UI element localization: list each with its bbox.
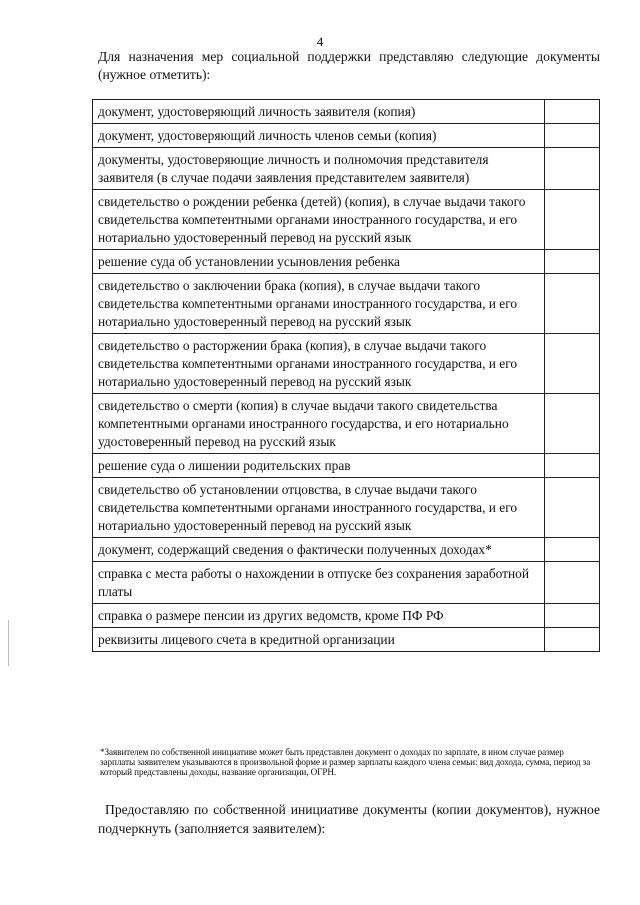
table-row <box>93 334 600 394</box>
check-box[interactable] <box>545 538 600 562</box>
table-row <box>93 478 600 538</box>
check-box[interactable] <box>545 124 600 148</box>
document-name: справка с места работы о нахождении в отпуске без сохранения заработной платы <box>93 562 545 604</box>
table-row <box>93 250 600 274</box>
document-name: свидетельство о смерти (копия) в случае выдачи такого свидетельства компетентными органами иностранного государства, и его нотариально удостоверенный перевод на русский язык <box>93 394 545 454</box>
check-box[interactable] <box>545 604 600 628</box>
check-box[interactable] <box>545 394 600 454</box>
table-row <box>93 124 600 148</box>
document-name: документ, удостоверяющий личность членов семьи (копия) <box>93 124 545 148</box>
table-row <box>93 274 600 334</box>
check-box[interactable] <box>545 100 600 124</box>
check-box[interactable] <box>545 562 600 604</box>
check-box[interactable] <box>545 454 600 478</box>
document-name: реквизиты лицевого счета в кредитной организации <box>93 628 545 652</box>
table-row <box>93 604 600 628</box>
closing-paragraph: Предоставляю по собственной инициативе документы (копии документов), нужное подчеркнуть (заполняется заявителем): <box>98 802 600 836</box>
table-row <box>93 100 600 124</box>
footnote: *Заявителем по собственной инициативе может быть представлен документ о доходах по зарплате, в ином случае размер зарплаты заявителем указываются в произвольной форме и размер зарплаты каждого члена семьи: вид дохода, сумма, период за который представлены доходы, название организации, ОГРН. <box>100 747 591 777</box>
table-row <box>93 538 600 562</box>
table-row <box>93 454 600 478</box>
page-number: 4 <box>316 34 324 49</box>
document-name: свидетельство о заключении брака (копия), в случае выдачи такого свидетельства компетентными органами иностранного государства, и его нотариально удостоверенный перевод на русский язык <box>93 274 545 334</box>
check-box[interactable] <box>545 190 600 250</box>
check-box[interactable] <box>545 478 600 538</box>
document-name: свидетельство об установлении отцовства, в случае выдачи такого свидетельства компетентными органами иностранного государства, и его нотариально удостоверенный перевод на русский язык <box>93 478 545 538</box>
table-row <box>93 562 600 604</box>
check-box[interactable] <box>545 250 600 274</box>
table-row <box>93 394 600 454</box>
document-name: решение суда об установлении усыновления ребенка <box>93 250 545 274</box>
document-name: документы, удостоверяющие личность и полномочия представителя заявителя (в случае подачи заявления представителем заявителя) <box>93 148 545 190</box>
document-name: документ, удостоверяющий личность заявителя (копия) <box>93 100 545 124</box>
document-name: справка о размере пенсии из других ведомств, кроме ПФ РФ <box>93 604 545 628</box>
check-box[interactable] <box>545 334 600 394</box>
check-box[interactable] <box>545 148 600 190</box>
documents-table <box>92 99 600 652</box>
scan-margin-mark <box>8 620 9 666</box>
table-row <box>93 628 600 652</box>
document-name: свидетельство о расторжении брака (копия), в случае выдачи такого свидетельства компетентными органами иностранного государства, и его нотариально удостоверенный перевод на русский язык <box>93 334 545 394</box>
table-row <box>93 148 600 190</box>
table-row <box>93 190 600 250</box>
document-name: документ, содержащий сведения о фактически полученных доходах* <box>93 538 545 562</box>
document-name: свидетельство о рождении ребенка (детей) (копия), в случае выдачи такого свидетельства компетентными органами иностранного государства, и его нотариально удостоверенный перевод на русский язык <box>93 190 545 250</box>
check-box[interactable] <box>545 628 600 652</box>
document-name: решение суда о лишении родительских прав <box>93 454 545 478</box>
intro-paragraph: Для назначения мер социальной поддержки представляю следующие документы (нужное отметить): <box>98 49 600 82</box>
check-box[interactable] <box>545 274 600 334</box>
